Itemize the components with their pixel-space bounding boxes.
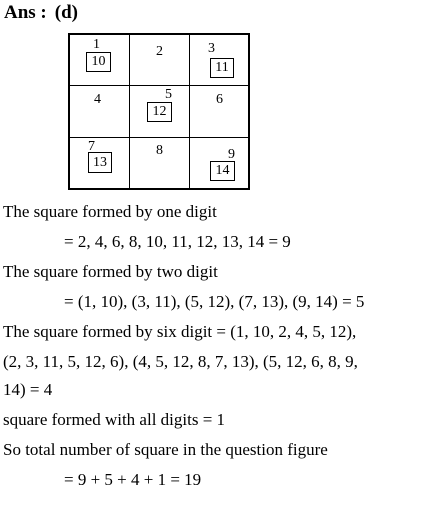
solution-line: So total number of square in the question figure [3,440,328,459]
solution-line: square formed with all digits = 1 [3,410,226,429]
grid-line [189,35,190,188]
solution-line: = (1, 10), (3, 11), (5, 12), (7, 13), (9, 14) = 5 [64,292,365,311]
grid-line [129,35,130,188]
grid-line [70,85,248,86]
boxed-number-14: 14 [210,161,235,181]
boxed-number-13: 13 [88,152,112,173]
boxed-number-12: 12 [147,102,172,122]
solution-line: = 9 + 5 + 4 + 1 = 19 [64,470,202,489]
cell-number-4: 4 [94,92,101,107]
answer-heading [4,2,78,24]
boxed-number-11: 11 [210,58,234,78]
solution-line: The square formed by two digit [3,262,218,281]
cell-number-2: 2 [156,44,163,59]
cell-number-7: 7 [88,139,95,154]
grid-line [70,137,248,138]
solution-line: The square formed by six digit = (1, 10, 2, 4, 5, 12), [3,322,357,341]
solution-line: = 2, 4, 6, 8, 10, 11, 12, 13, 14 = 9 [64,232,291,251]
cell-number-8: 8 [156,143,163,158]
answer-label: Ans : [4,2,47,23]
cell-number-3: 3 [208,41,215,56]
solution-line: The square formed by one digit [3,202,217,221]
solution-line: (2, 3, 11, 5, 12, 6), (4, 5, 12, 8, 7, 13), (5, 12, 6, 8, 9, [3,352,358,371]
answer-option: (d) [54,2,78,23]
solution-line: 14) = 4 [3,380,53,399]
cell-number-6: 6 [216,92,223,107]
boxed-number-10: 10 [86,52,111,72]
cell-number-5: 5 [165,87,172,102]
question-figure [68,33,250,190]
cell-number-9: 9 [228,147,235,162]
cell-number-1: 1 [93,37,100,52]
